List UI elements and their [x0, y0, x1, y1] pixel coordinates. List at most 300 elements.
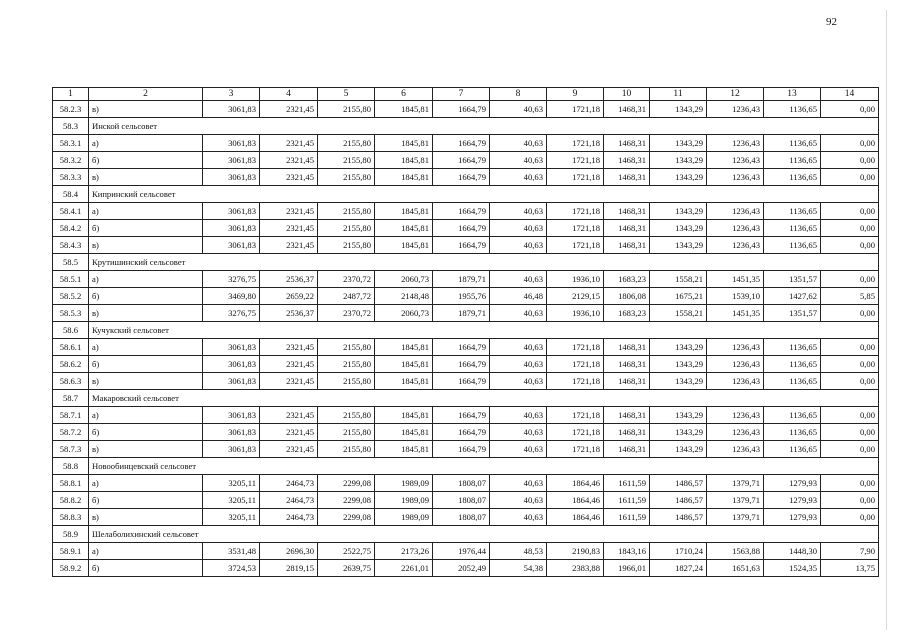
- value-cell: 2155,80: [318, 339, 375, 356]
- row-code: 58.9: [53, 526, 89, 543]
- value-cell: 2464,73: [260, 509, 318, 526]
- value-cell: 2321,45: [260, 152, 318, 169]
- row-label: б): [89, 560, 203, 577]
- table-row: [53, 441, 879, 458]
- value-cell: 1721,18: [547, 339, 604, 356]
- value-cell: 1558,21: [650, 271, 707, 288]
- value-cell: 2155,80: [318, 407, 375, 424]
- row-label: в): [89, 101, 203, 118]
- value-cell: 1279,93: [764, 509, 821, 526]
- value-cell: 1989,09: [375, 509, 433, 526]
- section-title: Шелаболихинский сельсовет: [89, 526, 879, 543]
- value-cell: 1236,43: [707, 441, 764, 458]
- value-cell: 1721,18: [547, 203, 604, 220]
- row-label: в): [89, 441, 203, 458]
- value-cell: 0,00: [821, 101, 879, 118]
- column-header: 14: [821, 88, 879, 101]
- value-cell: 40,63: [490, 237, 547, 254]
- value-cell: 1343,29: [650, 237, 707, 254]
- value-cell: 2321,45: [260, 220, 318, 237]
- value-cell: 3276,75: [203, 305, 260, 322]
- row-code: 58.8.1: [53, 475, 89, 492]
- section-row: [53, 118, 879, 135]
- value-cell: 1136,65: [764, 237, 821, 254]
- value-cell: 2155,80: [318, 424, 375, 441]
- value-cell: 2299,08: [318, 492, 375, 509]
- value-cell: 40,63: [490, 169, 547, 186]
- value-cell: 2487,72: [318, 288, 375, 305]
- row-label: а): [89, 543, 203, 560]
- value-cell: 2321,45: [260, 424, 318, 441]
- table-row: [53, 169, 879, 186]
- row-code: 58.3: [53, 118, 89, 135]
- value-cell: 40,63: [490, 492, 547, 509]
- value-cell: 2639,75: [318, 560, 375, 577]
- value-cell: 1710,24: [650, 543, 707, 560]
- table-body: [53, 101, 879, 577]
- row-code: 58.3.1: [53, 135, 89, 152]
- value-cell: 1468,31: [604, 407, 650, 424]
- value-cell: 1721,18: [547, 373, 604, 390]
- value-cell: 3061,83: [203, 220, 260, 237]
- value-cell: 1279,93: [764, 492, 821, 509]
- value-cell: 0,00: [821, 373, 879, 390]
- table-row: [53, 203, 879, 220]
- value-cell: 1845,81: [375, 152, 433, 169]
- section-row: [53, 390, 879, 407]
- value-cell: 0,00: [821, 407, 879, 424]
- row-code: 58.9.1: [53, 543, 89, 560]
- value-cell: 1845,81: [375, 373, 433, 390]
- row-code: 58.5.2: [53, 288, 89, 305]
- value-cell: 1845,81: [375, 339, 433, 356]
- value-cell: 2299,08: [318, 475, 375, 492]
- value-cell: 1721,18: [547, 441, 604, 458]
- value-cell: 40,63: [490, 475, 547, 492]
- value-cell: 1976,44: [433, 543, 490, 560]
- value-cell: 0,00: [821, 475, 879, 492]
- value-cell: 1236,43: [707, 220, 764, 237]
- value-cell: 2321,45: [260, 237, 318, 254]
- value-cell: 1664,79: [433, 356, 490, 373]
- value-cell: 2155,80: [318, 135, 375, 152]
- page-number: 92: [826, 16, 837, 28]
- value-cell: 1864,46: [547, 492, 604, 509]
- value-cell: 2321,45: [260, 135, 318, 152]
- value-cell: 2299,08: [318, 509, 375, 526]
- value-cell: 1864,46: [547, 475, 604, 492]
- value-cell: 2155,80: [318, 203, 375, 220]
- value-cell: 2659,22: [260, 288, 318, 305]
- value-cell: 1845,81: [375, 441, 433, 458]
- row-code: 58.5.3: [53, 305, 89, 322]
- page-edge-line: [886, 10, 887, 630]
- value-cell: 1664,79: [433, 373, 490, 390]
- row-code: 58.4.1: [53, 203, 89, 220]
- value-cell: 1539,10: [707, 288, 764, 305]
- value-cell: 0,00: [821, 305, 879, 322]
- value-cell: 1136,65: [764, 220, 821, 237]
- value-cell: 1451,35: [707, 305, 764, 322]
- value-cell: 3276,75: [203, 271, 260, 288]
- value-cell: 1721,18: [547, 407, 604, 424]
- value-cell: 1136,65: [764, 135, 821, 152]
- value-cell: 2522,75: [318, 543, 375, 560]
- row-label: а): [89, 475, 203, 492]
- value-cell: 2370,72: [318, 271, 375, 288]
- value-cell: 1808,07: [433, 475, 490, 492]
- value-cell: 1236,43: [707, 135, 764, 152]
- value-cell: 1664,79: [433, 101, 490, 118]
- row-code: 58.3.3: [53, 169, 89, 186]
- value-cell: 1563,88: [707, 543, 764, 560]
- value-cell: 1721,18: [547, 220, 604, 237]
- value-cell: 1843,16: [604, 543, 650, 560]
- value-cell: 40,63: [490, 509, 547, 526]
- value-cell: 46,48: [490, 288, 547, 305]
- value-cell: 1379,71: [707, 492, 764, 509]
- row-code: 58.8.2: [53, 492, 89, 509]
- value-cell: 1468,31: [604, 169, 650, 186]
- value-cell: 2148,48: [375, 288, 433, 305]
- value-cell: 0,00: [821, 203, 879, 220]
- section-row: [53, 458, 879, 475]
- value-cell: 1524,35: [764, 560, 821, 577]
- table-row: [53, 492, 879, 509]
- value-cell: 3205,11: [203, 475, 260, 492]
- table-row: [53, 220, 879, 237]
- table-row: [53, 407, 879, 424]
- row-code: 58.7: [53, 390, 89, 407]
- value-cell: 1486,57: [650, 475, 707, 492]
- value-cell: 1343,29: [650, 101, 707, 118]
- table-row: [53, 560, 879, 577]
- row-code: 58.8.3: [53, 509, 89, 526]
- value-cell: 1845,81: [375, 424, 433, 441]
- value-cell: 1721,18: [547, 424, 604, 441]
- value-cell: 1136,65: [764, 441, 821, 458]
- value-cell: 1343,29: [650, 407, 707, 424]
- row-code: 58.7.1: [53, 407, 89, 424]
- value-cell: 2155,80: [318, 373, 375, 390]
- column-header: 12: [707, 88, 764, 101]
- value-cell: 1664,79: [433, 152, 490, 169]
- value-cell: 1136,65: [764, 101, 821, 118]
- value-cell: 40,63: [490, 101, 547, 118]
- table-row: [53, 339, 879, 356]
- value-cell: 1236,43: [707, 169, 764, 186]
- row-code: 58.4.3: [53, 237, 89, 254]
- row-label: а): [89, 339, 203, 356]
- value-cell: 1486,57: [650, 492, 707, 509]
- value-cell: 1664,79: [433, 203, 490, 220]
- value-cell: 1136,65: [764, 203, 821, 220]
- row-code: 58.9.2: [53, 560, 89, 577]
- row-label: б): [89, 288, 203, 305]
- row-label: б): [89, 220, 203, 237]
- column-header: 8: [490, 88, 547, 101]
- row-label: в): [89, 373, 203, 390]
- value-cell: 1343,29: [650, 339, 707, 356]
- value-cell: 1451,35: [707, 271, 764, 288]
- value-cell: 1351,57: [764, 271, 821, 288]
- value-cell: 3531,48: [203, 543, 260, 560]
- value-cell: 3724,53: [203, 560, 260, 577]
- value-cell: 1236,43: [707, 373, 764, 390]
- column-header: 10: [604, 88, 650, 101]
- value-cell: 3205,11: [203, 492, 260, 509]
- value-cell: 1611,59: [604, 492, 650, 509]
- value-cell: 2060,73: [375, 305, 433, 322]
- value-cell: 1721,18: [547, 356, 604, 373]
- value-cell: 1136,65: [764, 339, 821, 356]
- table-row: [53, 356, 879, 373]
- row-code: 58.6.2: [53, 356, 89, 373]
- value-cell: 1136,65: [764, 169, 821, 186]
- value-cell: 1721,18: [547, 101, 604, 118]
- value-cell: 1845,81: [375, 356, 433, 373]
- value-cell: 1379,71: [707, 509, 764, 526]
- value-cell: 2464,73: [260, 492, 318, 509]
- row-code: 58.4.2: [53, 220, 89, 237]
- value-cell: 3061,83: [203, 424, 260, 441]
- row-label: в): [89, 305, 203, 322]
- value-cell: 1664,79: [433, 135, 490, 152]
- value-cell: 1664,79: [433, 339, 490, 356]
- table-row: [53, 152, 879, 169]
- column-header: 6: [375, 88, 433, 101]
- value-cell: 40,63: [490, 441, 547, 458]
- value-cell: 1343,29: [650, 220, 707, 237]
- value-cell: 40,63: [490, 271, 547, 288]
- value-cell: 1845,81: [375, 203, 433, 220]
- value-cell: 2536,37: [260, 271, 318, 288]
- tariff-table: [52, 87, 879, 577]
- row-code: 58.7.3: [53, 441, 89, 458]
- section-row: [53, 322, 879, 339]
- value-cell: 1558,21: [650, 305, 707, 322]
- value-cell: 1343,29: [650, 135, 707, 152]
- row-label: а): [89, 203, 203, 220]
- value-cell: 3061,83: [203, 373, 260, 390]
- row-code: 58.8: [53, 458, 89, 475]
- value-cell: 1468,31: [604, 135, 650, 152]
- value-cell: 1236,43: [707, 407, 764, 424]
- value-cell: 3061,83: [203, 356, 260, 373]
- value-cell: 54,38: [490, 560, 547, 577]
- value-cell: 2321,45: [260, 169, 318, 186]
- value-cell: 40,63: [490, 305, 547, 322]
- value-cell: 1845,81: [375, 407, 433, 424]
- value-cell: 1664,79: [433, 424, 490, 441]
- value-cell: 1879,71: [433, 271, 490, 288]
- value-cell: 1721,18: [547, 135, 604, 152]
- value-cell: 1448,30: [764, 543, 821, 560]
- value-cell: 1468,31: [604, 373, 650, 390]
- value-cell: 1721,18: [547, 152, 604, 169]
- value-cell: 1936,10: [547, 305, 604, 322]
- value-cell: 2383,88: [547, 560, 604, 577]
- value-cell: 1427,62: [764, 288, 821, 305]
- section-row: [53, 254, 879, 271]
- value-cell: 1468,31: [604, 424, 650, 441]
- value-cell: 1468,31: [604, 237, 650, 254]
- value-cell: 1955,76: [433, 288, 490, 305]
- row-label: а): [89, 407, 203, 424]
- value-cell: 0,00: [821, 237, 879, 254]
- section-row: [53, 526, 879, 543]
- value-cell: 40,63: [490, 407, 547, 424]
- row-label: в): [89, 509, 203, 526]
- value-cell: 40,63: [490, 424, 547, 441]
- value-cell: 2321,45: [260, 407, 318, 424]
- row-code: 58.2.3: [53, 101, 89, 118]
- value-cell: 3469,80: [203, 288, 260, 305]
- column-header: 3: [203, 88, 260, 101]
- value-cell: 1683,23: [604, 271, 650, 288]
- value-cell: 1864,46: [547, 509, 604, 526]
- value-cell: 3061,83: [203, 203, 260, 220]
- value-cell: 2155,80: [318, 152, 375, 169]
- value-cell: 1675,21: [650, 288, 707, 305]
- value-cell: 3061,83: [203, 101, 260, 118]
- value-cell: 1966,01: [604, 560, 650, 577]
- value-cell: 1486,57: [650, 509, 707, 526]
- value-cell: 1468,31: [604, 356, 650, 373]
- row-code: 58.4: [53, 186, 89, 203]
- value-cell: 1468,31: [604, 152, 650, 169]
- value-cell: 1721,18: [547, 237, 604, 254]
- value-cell: 1236,43: [707, 237, 764, 254]
- table-row: [53, 543, 879, 560]
- value-cell: 13,75: [821, 560, 879, 577]
- value-cell: 1236,43: [707, 339, 764, 356]
- value-cell: 40,63: [490, 203, 547, 220]
- row-label: б): [89, 152, 203, 169]
- value-cell: 2155,80: [318, 169, 375, 186]
- row-code: 58.3.2: [53, 152, 89, 169]
- value-cell: 2321,45: [260, 101, 318, 118]
- value-cell: 1343,29: [650, 152, 707, 169]
- value-cell: 40,63: [490, 220, 547, 237]
- value-cell: 1664,79: [433, 220, 490, 237]
- value-cell: 2155,80: [318, 356, 375, 373]
- value-cell: 5,85: [821, 288, 879, 305]
- value-cell: 3061,83: [203, 135, 260, 152]
- value-cell: 40,63: [490, 135, 547, 152]
- table-row: [53, 271, 879, 288]
- value-cell: 0,00: [821, 492, 879, 509]
- value-cell: 2321,45: [260, 441, 318, 458]
- value-cell: 2155,80: [318, 220, 375, 237]
- column-header: 13: [764, 88, 821, 101]
- value-cell: 1808,07: [433, 509, 490, 526]
- value-cell: 3061,83: [203, 407, 260, 424]
- row-label: а): [89, 135, 203, 152]
- row-label: б): [89, 356, 203, 373]
- value-cell: 1236,43: [707, 152, 764, 169]
- value-cell: 2155,80: [318, 237, 375, 254]
- column-header: 11: [650, 88, 707, 101]
- value-cell: 1806,08: [604, 288, 650, 305]
- value-cell: 1279,93: [764, 475, 821, 492]
- row-label: б): [89, 492, 203, 509]
- value-cell: 3061,83: [203, 339, 260, 356]
- value-cell: 1664,79: [433, 169, 490, 186]
- value-cell: 1136,65: [764, 152, 821, 169]
- value-cell: 40,63: [490, 152, 547, 169]
- value-cell: 3205,11: [203, 509, 260, 526]
- value-cell: 2321,45: [260, 339, 318, 356]
- value-cell: 1651,63: [707, 560, 764, 577]
- row-label: а): [89, 271, 203, 288]
- value-cell: 2129,15: [547, 288, 604, 305]
- value-cell: 2190,83: [547, 543, 604, 560]
- table-row: [53, 509, 879, 526]
- row-label: в): [89, 237, 203, 254]
- column-header: 5: [318, 88, 375, 101]
- value-cell: 0,00: [821, 169, 879, 186]
- value-cell: 3061,83: [203, 169, 260, 186]
- value-cell: 1683,23: [604, 305, 650, 322]
- value-cell: 2052,49: [433, 560, 490, 577]
- section-title: Инской сельсовет: [89, 118, 879, 135]
- value-cell: 2060,73: [375, 271, 433, 288]
- value-cell: 1236,43: [707, 101, 764, 118]
- value-cell: 1136,65: [764, 356, 821, 373]
- value-cell: 1845,81: [375, 237, 433, 254]
- table-row: [53, 101, 879, 118]
- value-cell: 1611,59: [604, 509, 650, 526]
- value-cell: 40,63: [490, 339, 547, 356]
- value-cell: 1879,71: [433, 305, 490, 322]
- value-cell: 1845,81: [375, 101, 433, 118]
- value-cell: 2321,45: [260, 356, 318, 373]
- value-cell: 1664,79: [433, 237, 490, 254]
- value-cell: 1136,65: [764, 373, 821, 390]
- value-cell: 1827,24: [650, 560, 707, 577]
- value-cell: 0,00: [821, 271, 879, 288]
- value-cell: 0,00: [821, 356, 879, 373]
- value-cell: 2261,01: [375, 560, 433, 577]
- value-cell: 3061,83: [203, 152, 260, 169]
- value-cell: 3061,83: [203, 441, 260, 458]
- value-cell: 1808,07: [433, 492, 490, 509]
- value-cell: 1343,29: [650, 169, 707, 186]
- table-row: [53, 475, 879, 492]
- value-cell: 1343,29: [650, 203, 707, 220]
- column-header: 4: [260, 88, 318, 101]
- row-code: 58.6.1: [53, 339, 89, 356]
- value-cell: 0,00: [821, 220, 879, 237]
- value-cell: 1343,29: [650, 424, 707, 441]
- value-cell: 7,90: [821, 543, 879, 560]
- value-cell: 2536,37: [260, 305, 318, 322]
- column-header: 9: [547, 88, 604, 101]
- value-cell: 0,00: [821, 135, 879, 152]
- value-cell: 0,00: [821, 339, 879, 356]
- value-cell: 1664,79: [433, 407, 490, 424]
- row-code: 58.7.2: [53, 424, 89, 441]
- row-label: в): [89, 169, 203, 186]
- value-cell: 2464,73: [260, 475, 318, 492]
- value-cell: 40,63: [490, 373, 547, 390]
- value-cell: 2819,15: [260, 560, 318, 577]
- value-cell: 1343,29: [650, 356, 707, 373]
- table-row: [53, 135, 879, 152]
- value-cell: 1379,71: [707, 475, 764, 492]
- section-row: [53, 186, 879, 203]
